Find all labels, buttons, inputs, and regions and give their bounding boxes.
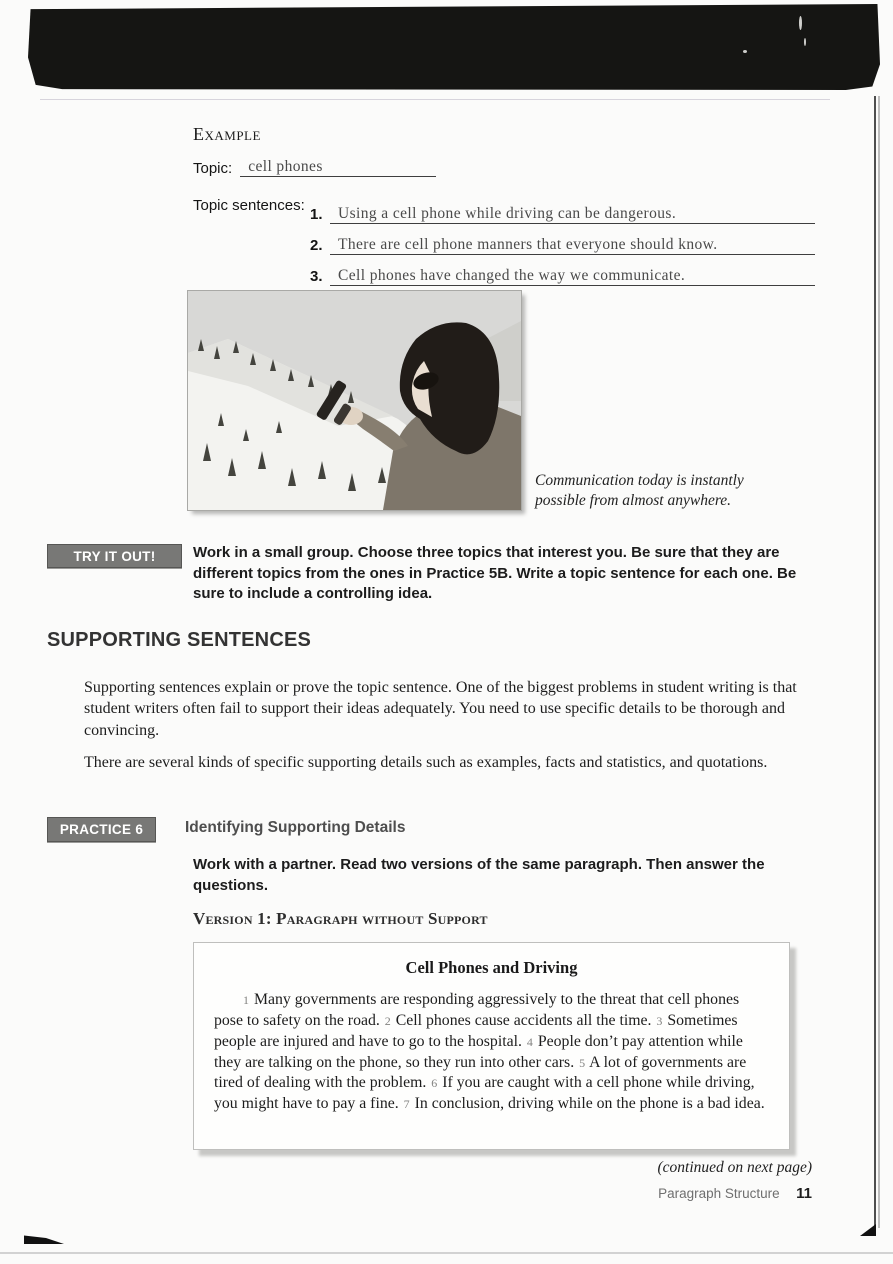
supporting-paragraph-1: Supporting sentences explain or prove the topic sentence. One of the biggest problems in student writing is that student writers often fail to support their ideas adequately. You need to use specific details to be thorough and convincing. (84, 679, 797, 739)
topic-sentence-handwritten: Cell phones have changed the way we communicate. (338, 267, 686, 284)
footer-page-number: 11 (796, 1185, 812, 1202)
sentence-number: 3 (656, 1013, 663, 1028)
topic-row (193, 158, 436, 177)
topic-sentence-handwritten: There are cell phone manners that everyone should know. (338, 236, 718, 253)
topic-sentence-line (330, 267, 815, 286)
sentence-number: 7 (403, 1097, 410, 1112)
practice-6-instructions: Work with a partner. Read two versions of the same paragraph. Then answer the questions. (193, 856, 765, 894)
scan-speck (743, 50, 747, 53)
topic-sentence-number: 3. (310, 268, 323, 285)
photo-illustration (188, 291, 521, 510)
scan-speck (799, 16, 802, 30)
paragraph-box (193, 942, 790, 1150)
supporting-paragraph-2: There are several kinds of specific supporting details such as examples, facts and statistics, and quotations. (84, 754, 768, 771)
topic-sentence-handwritten: Using a cell phone while driving can be dangerous. (338, 205, 677, 222)
footer-section-label: Paragraph Structure (658, 1186, 780, 1201)
scan-hairline (40, 99, 830, 100)
scan-corner-mark (860, 1224, 876, 1236)
try-it-out-badge: TRY IT OUT! (47, 544, 182, 568)
topic-sentence-row (310, 224, 815, 255)
box-paragraph: 1 Many governments are responding aggressively to the threat that cell phones pose to safety on the road. 2 Cell phones cause accidents all the time. 3 Sometimes people are injured and have to go to the hospital. 4 People don’t pay attention while they are talking on the phone, so they run into other cars. 5 A lot of governments are tired of dealing with the problem. 6 If you are caught with a cell phone while driving, you might have to pay a fine. 7 In conclusion, driving while on the phone is a bad idea. (214, 991, 765, 1113)
scan-speck (804, 38, 806, 46)
page-edge-soft (878, 96, 880, 1228)
topic-sentence-number: 1. (310, 206, 323, 223)
topic-sentences-list (310, 193, 815, 286)
scan-hairline-bottom (0, 1252, 893, 1254)
try-it-out-text: Work in a small group. Choose three topics that interest you. Be sure that they are different topics from the ones in Practice 5B. Write a topic sentence for each one. Be sure to include a controlling idea. (193, 544, 797, 603)
topic-sentence-row (310, 255, 815, 286)
sentence-number: 4 (526, 1034, 533, 1049)
practice-6-badge: PRACTICE 6 (47, 817, 156, 842)
topic-label: Topic: (193, 160, 233, 177)
version-1-heading: Version 1: Paragraph without Support (193, 909, 488, 928)
scan-corner-mark (24, 1234, 64, 1244)
topic-sentence-line (330, 205, 815, 224)
page-footer (490, 1185, 812, 1203)
topic-value-handwritten: cell phones (248, 158, 323, 175)
topic-sentences-label: Topic sentences: (193, 197, 305, 214)
photo-caption: Communication today is instantly possible from almost anywhere. (535, 472, 744, 509)
sentence-number: 5 (579, 1055, 586, 1070)
sentence-number: 6 (431, 1076, 438, 1091)
sentence-number: 1 (243, 993, 249, 1007)
scan-black-band (28, 4, 880, 90)
continued-note: (continued on next page) (657, 1159, 812, 1176)
sentence-number: 2 (384, 1013, 391, 1028)
photo-cell-phone-in-mountains (188, 291, 521, 510)
box-title: Cell Phones and Driving (405, 958, 578, 977)
topic-sentence-line (330, 236, 815, 255)
practice-6-title: Identifying Supporting Details (185, 819, 406, 836)
topic-sentence-row (310, 193, 815, 224)
supporting-sentences-heading: SUPPORTING SENTENCES (47, 629, 312, 651)
page-edge-line (874, 96, 876, 1228)
topic-answer-line (240, 158, 436, 177)
topic-sentence-number: 2. (310, 237, 323, 254)
example-heading: Example (193, 124, 261, 144)
